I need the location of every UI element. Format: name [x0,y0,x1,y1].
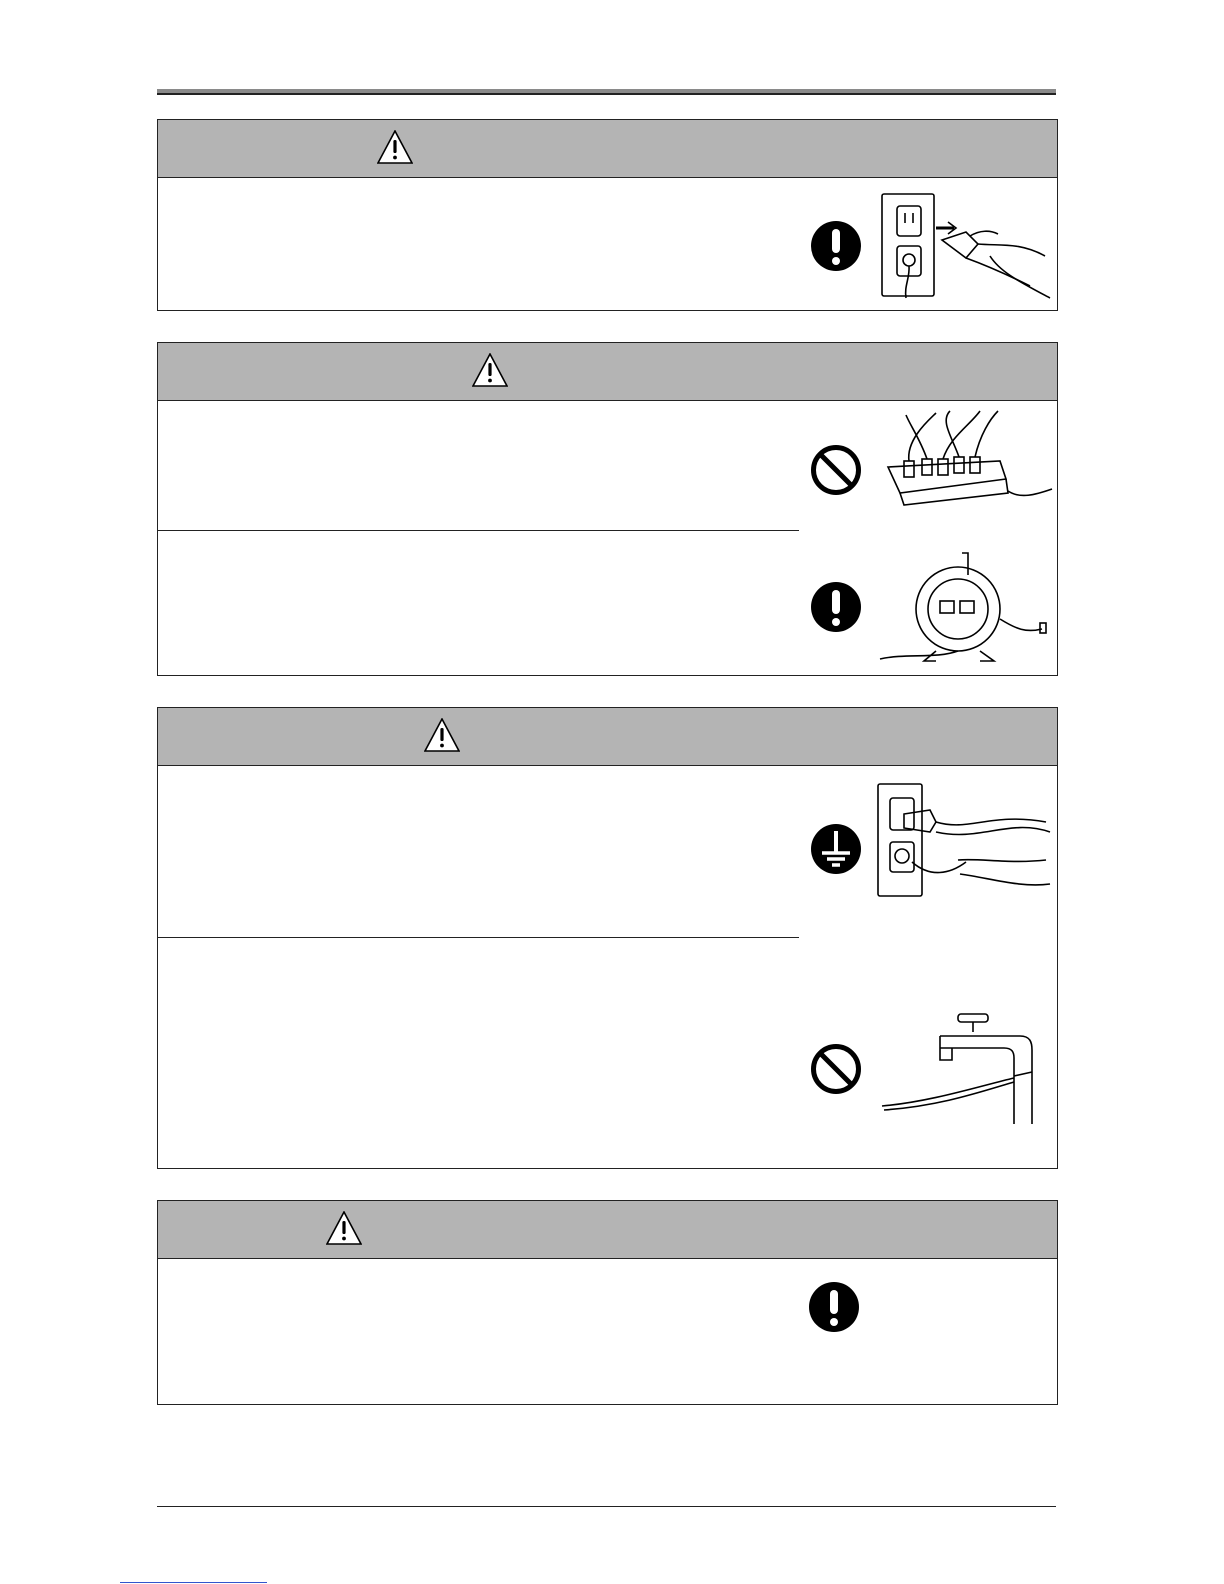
mandatory-action-icon [810,220,862,272]
warning-triangle-icon [326,1211,362,1245]
warning-triangle-icon [472,353,508,387]
panel-header [158,343,1057,401]
warning-panel-4 [157,1200,1058,1405]
power-strip-illustration [880,409,1055,527]
row-divider [158,937,799,938]
warning-panel-3 [157,707,1058,1169]
mandatory-action-icon [808,1281,860,1333]
panel-header [158,1201,1057,1259]
top-rule [157,89,1056,95]
warning-panel-1 [157,119,1058,311]
water-pipe-illustration [880,1006,1040,1128]
warning-triangle-icon [377,130,413,164]
prohibition-icon [810,1043,862,1095]
footer-link-underline[interactable] [120,1582,267,1583]
bottom-rule [157,1506,1056,1507]
mandatory-action-icon [810,581,862,633]
unplug-outlet-illustration [870,186,1055,302]
panel-header [158,708,1057,766]
warning-triangle-icon [424,718,460,752]
ground-wire-outlet-illustration [870,778,1055,900]
prohibition-icon [810,444,862,496]
cord-reel-illustration [876,549,1056,667]
warning-panel-2 [157,342,1058,676]
row-divider [158,530,799,531]
ground-icon [810,823,862,875]
panel-header [158,120,1057,178]
